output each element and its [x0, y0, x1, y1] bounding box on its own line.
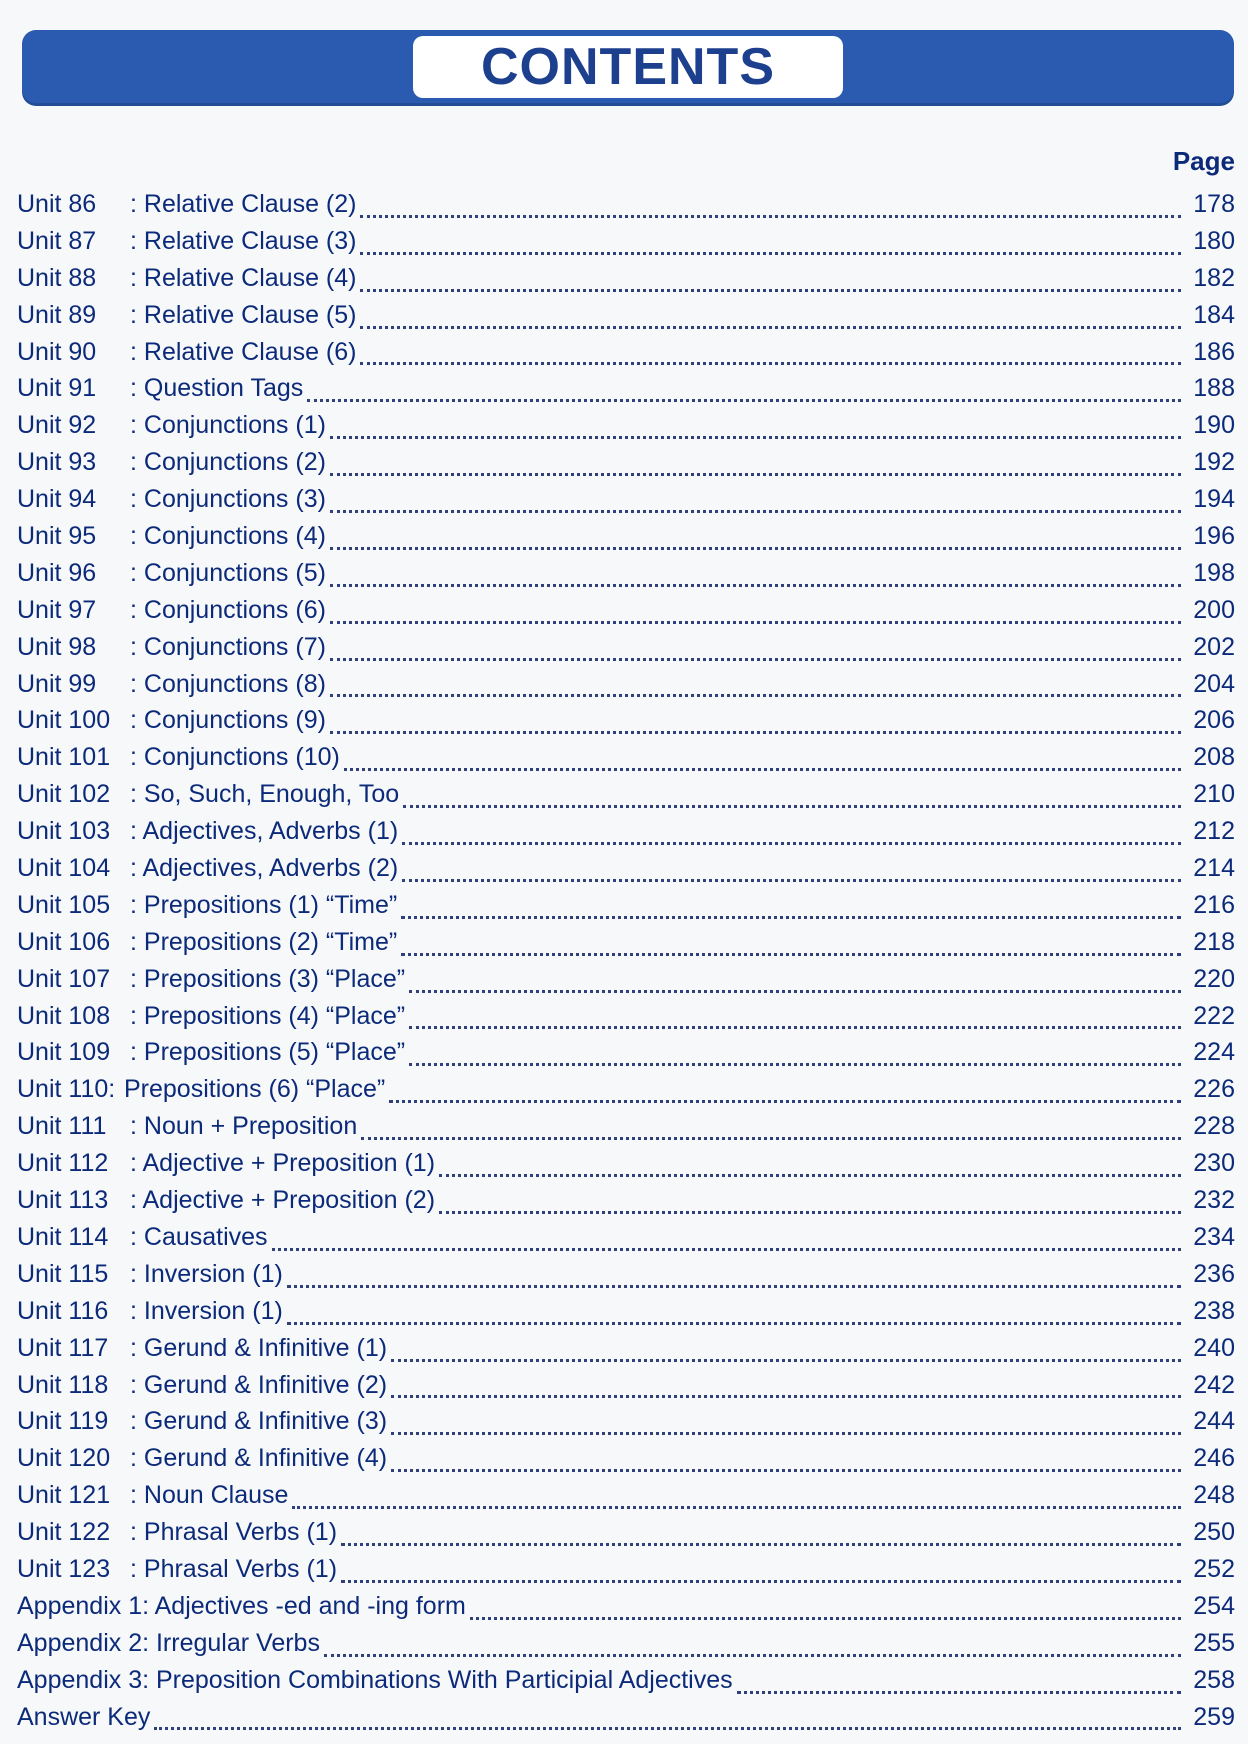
- toc-entry: [17, 1112, 1235, 1149]
- dot-leader: [402, 879, 1181, 882]
- toc-page-number: 246: [1193, 1444, 1235, 1473]
- toc-page-number: 240: [1193, 1333, 1235, 1362]
- toc-entry-title: : Relative Clause (2): [130, 190, 357, 218]
- toc-page-number: 202: [1193, 632, 1235, 661]
- toc-entry-title: : Prepositions (1) “Time”: [130, 890, 398, 919]
- dot-leader: [360, 362, 1181, 365]
- toc-unit-label: Unit 122: [17, 1518, 111, 1547]
- page-column-header: Page: [1172, 146, 1235, 176]
- toc-entry: [17, 522, 1235, 559]
- toc-unit-label: Unit 113: [17, 1186, 109, 1215]
- toc-entry: [17, 1481, 1235, 1518]
- toc-page-number: 224: [1193, 1038, 1235, 1067]
- toc-entry: [17, 1592, 1235, 1629]
- toc-page-number: 192: [1193, 448, 1235, 477]
- dot-leader: [330, 658, 1181, 661]
- toc-entry-title: Answer Key: [17, 1702, 151, 1731]
- toc-entry-title: : Prepositions (4) “Place”: [130, 1001, 406, 1030]
- dot-leader: [330, 584, 1181, 587]
- dot-leader: [402, 842, 1181, 845]
- toc-unit-label: Unit 88: [17, 263, 97, 292]
- toc-entry: [17, 1371, 1235, 1408]
- toc-page-number: 232: [1193, 1186, 1235, 1215]
- toc-entry-title: : Adjectives, Adverbs (1): [130, 817, 399, 846]
- toc-unit-label: Unit 110:: [17, 1075, 116, 1104]
- toc-page-number: 230: [1193, 1149, 1235, 1178]
- toc-unit-label: Unit 115: [17, 1259, 109, 1288]
- toc-entry-title: : Conjunctions (1): [130, 411, 326, 440]
- toc-entry: [17, 854, 1235, 891]
- toc-unit-label: Unit 120: [17, 1444, 111, 1473]
- toc-entry: [17, 1407, 1235, 1444]
- toc-entry: [17, 706, 1235, 743]
- toc-entry-title: : Gerund & Infinitive (2): [130, 1370, 388, 1399]
- toc-page-number: 218: [1193, 927, 1235, 956]
- toc-entry: [17, 891, 1235, 928]
- toc-entry-title: : Phrasal Verbs (1): [130, 1554, 338, 1583]
- dot-leader: [287, 1322, 1181, 1325]
- toc-entry: [17, 1297, 1235, 1334]
- dot-leader: [391, 1469, 1181, 1472]
- toc-page-number: 222: [1193, 1001, 1235, 1030]
- toc-page-number: 255: [1193, 1628, 1235, 1657]
- toc-entry: [17, 1444, 1235, 1481]
- dot-leader: [341, 1580, 1181, 1583]
- dot-leader: [292, 1506, 1181, 1509]
- toc-entry: [17, 1334, 1235, 1371]
- toc-page-number: 216: [1193, 890, 1235, 919]
- dot-leader: [330, 473, 1181, 476]
- toc-page-number: 200: [1193, 595, 1235, 624]
- dot-leader: [330, 510, 1181, 513]
- toc-entry: [17, 670, 1235, 707]
- toc-entry-title: : Relative Clause (5): [130, 300, 357, 329]
- dot-leader: [409, 1026, 1181, 1029]
- toc-page-number: 226: [1193, 1075, 1235, 1104]
- dot-leader: [330, 547, 1181, 550]
- toc-page-number: 208: [1193, 743, 1235, 772]
- toc-page-number: 236: [1193, 1259, 1235, 1288]
- toc-entry-title: : Inversion (1): [130, 1296, 283, 1325]
- dot-leader: [391, 1432, 1181, 1435]
- dot-leader: [360, 215, 1181, 218]
- toc-page-number: 198: [1193, 558, 1235, 587]
- toc-unit-label: Unit 87: [17, 226, 97, 255]
- toc-page-number: 206: [1193, 706, 1235, 735]
- toc-entry: [17, 1149, 1235, 1186]
- toc-unit-label: Unit 118: [17, 1370, 109, 1399]
- toc-entry: [17, 448, 1235, 485]
- dot-leader: [154, 1727, 1181, 1730]
- dot-leader: [330, 731, 1181, 734]
- toc-entry: [17, 1002, 1235, 1039]
- toc-entry-title: : Gerund & Infinitive (3): [130, 1407, 388, 1436]
- toc-entry-title: : Causatives: [130, 1222, 268, 1251]
- toc-entry-title: : Gerund & Infinitive (1): [130, 1333, 388, 1362]
- toc-entry: [17, 1666, 1235, 1703]
- dot-leader: [361, 1137, 1181, 1140]
- toc-unit-label: Unit 114: [17, 1222, 109, 1251]
- dot-leader: [737, 1691, 1181, 1694]
- toc-entry: [17, 817, 1235, 854]
- dot-leader: [341, 1543, 1181, 1546]
- toc-entry: [17, 1075, 1235, 1112]
- toc-unit-label: Unit 97: [17, 595, 97, 624]
- toc-entry-title: : Noun + Preposition: [130, 1112, 358, 1141]
- toc-page-number: 228: [1193, 1112, 1235, 1141]
- dot-leader: [360, 326, 1181, 329]
- toc-entry-title: : Conjunctions (10): [130, 743, 340, 772]
- toc-unit-label: Unit 123: [17, 1554, 111, 1583]
- toc-page-number: 214: [1193, 854, 1235, 883]
- dot-leader: [389, 1100, 1181, 1103]
- dot-leader: [272, 1248, 1181, 1251]
- dot-leader: [401, 953, 1181, 956]
- toc-unit-label: Unit 117: [17, 1333, 109, 1362]
- toc-unit-label: Unit 102: [17, 780, 111, 809]
- toc-entry: [17, 411, 1235, 448]
- toc-unit-label: Unit 111: [17, 1112, 107, 1141]
- toc-page-number: 244: [1193, 1407, 1235, 1436]
- toc-entry: [17, 559, 1235, 596]
- toc-entry: [17, 485, 1235, 522]
- toc-unit-label: Unit 98: [17, 632, 97, 661]
- dot-leader: [439, 1174, 1181, 1177]
- toc-entry: [17, 1260, 1235, 1297]
- dot-leader: [344, 768, 1181, 771]
- toc-unit-label: Unit 95: [17, 522, 97, 551]
- toc-entry-title: : Inversion (1): [130, 1259, 283, 1288]
- toc-unit-label: Unit 99: [17, 669, 97, 698]
- toc-page-number: 248: [1193, 1481, 1235, 1510]
- toc-entry-title: Prepositions (6) “Place”: [124, 1075, 386, 1104]
- toc-unit-label: Unit 90: [17, 337, 97, 366]
- toc-entry: [17, 227, 1235, 264]
- dot-leader: [409, 1063, 1181, 1066]
- toc-unit-label: Unit 86: [17, 190, 97, 218]
- toc-entry-title: : Adjective + Preposition (2): [130, 1186, 436, 1215]
- toc-entry: [17, 1703, 1235, 1740]
- dot-leader: [330, 694, 1181, 697]
- toc-entry-title: : Gerund & Infinitive (4): [130, 1444, 388, 1473]
- toc-page-number: 234: [1193, 1222, 1235, 1251]
- toc-unit-label: Unit 92: [17, 411, 97, 440]
- dot-leader: [307, 399, 1181, 402]
- toc-entry: [17, 743, 1235, 780]
- dot-leader: [439, 1211, 1181, 1214]
- toc-unit-label: Unit 94: [17, 485, 97, 514]
- toc-page-number: 242: [1193, 1370, 1235, 1399]
- toc-unit-label: Unit 100: [17, 706, 111, 735]
- dot-leader: [391, 1395, 1181, 1398]
- toc-entry-title: : Relative Clause (6): [130, 337, 357, 366]
- toc-unit-label: Unit 104: [17, 854, 111, 883]
- table-of-contents: [17, 190, 1235, 1739]
- toc-page-number: 212: [1193, 817, 1235, 846]
- toc-page-number: 254: [1193, 1591, 1235, 1620]
- toc-page-number: 252: [1193, 1554, 1235, 1583]
- toc-entry-title: : Phrasal Verbs (1): [130, 1518, 338, 1547]
- toc-unit-label: Unit 108: [17, 1001, 111, 1030]
- toc-entry: [17, 338, 1235, 375]
- toc-page-number: 178: [1193, 190, 1235, 218]
- toc-entry-title: : So, Such, Enough, Too: [130, 780, 400, 809]
- toc-entry: [17, 1629, 1235, 1666]
- toc-entry: [17, 374, 1235, 411]
- toc-entry-title: Appendix 2: Irregular Verbs: [17, 1628, 320, 1657]
- dot-leader: [330, 621, 1181, 624]
- toc-entry: [17, 965, 1235, 1002]
- toc-entry-title: : Relative Clause (4): [130, 263, 357, 292]
- toc-entry-title: Appendix 1: Adjectives -ed and -ing form: [17, 1591, 466, 1620]
- toc-entry-title: : Conjunctions (7): [130, 632, 326, 661]
- toc-entry: [17, 928, 1235, 965]
- toc-unit-label: Unit 107: [17, 964, 111, 993]
- toc-unit-label: Unit 112: [17, 1149, 109, 1178]
- toc-entry-title: : Adjectives, Adverbs (2): [130, 854, 399, 883]
- toc-entry: [17, 1518, 1235, 1555]
- dot-leader: [409, 990, 1181, 993]
- toc-entry-title: : Relative Clause (3): [130, 226, 357, 255]
- dot-leader: [324, 1654, 1181, 1657]
- toc-unit-label: Unit 93: [17, 448, 97, 477]
- dot-leader: [470, 1617, 1181, 1620]
- toc-entry: [17, 780, 1235, 817]
- toc-unit-label: Unit 105: [17, 890, 111, 919]
- dot-leader: [287, 1285, 1181, 1288]
- toc-entry-title: Appendix 3: Preposition Combinations With Participial Adjectives: [17, 1665, 733, 1694]
- dot-leader: [360, 289, 1181, 292]
- toc-unit-label: Unit 109: [17, 1038, 111, 1067]
- dot-leader: [403, 805, 1181, 808]
- toc-page-number: 194: [1193, 485, 1235, 514]
- toc-entry-title: : Conjunctions (2): [130, 448, 326, 477]
- toc-entry-title: : Noun Clause: [130, 1481, 289, 1510]
- toc-entry: [17, 596, 1235, 633]
- toc-unit-label: Unit 106: [17, 927, 111, 956]
- toc-unit-label: Unit 96: [17, 558, 97, 587]
- toc-page-number: 184: [1193, 300, 1235, 329]
- toc-entry-title: : Conjunctions (3): [130, 485, 326, 514]
- toc-page-number: 180: [1193, 226, 1235, 255]
- toc-entry: [17, 190, 1235, 227]
- toc-entry: [17, 1223, 1235, 1260]
- toc-entry-title: : Prepositions (3) “Place”: [130, 964, 406, 993]
- toc-page-number: 186: [1193, 337, 1235, 366]
- toc-page-number: 188: [1193, 374, 1235, 403]
- toc-entry-title: : Prepositions (2) “Time”: [130, 927, 398, 956]
- toc-entry: [17, 301, 1235, 338]
- toc-page-number: 210: [1193, 780, 1235, 809]
- toc-entry: [17, 1555, 1235, 1592]
- toc-entry-title: : Conjunctions (8): [130, 669, 326, 698]
- toc-entry-title: : Question Tags: [130, 374, 304, 403]
- toc-entry: [17, 1186, 1235, 1223]
- toc-entry-title: : Prepositions (5) “Place”: [130, 1038, 406, 1067]
- toc-entry-title: : Conjunctions (5): [130, 558, 326, 587]
- dot-leader: [360, 252, 1181, 255]
- page-title: CONTENTS: [413, 36, 843, 98]
- toc-page-number: 182: [1193, 263, 1235, 292]
- toc-entry-title: : Conjunctions (9): [130, 706, 326, 735]
- toc-unit-label: Unit 121: [17, 1481, 111, 1510]
- toc-unit-label: Unit 101: [17, 743, 111, 772]
- dot-leader: [401, 916, 1181, 919]
- toc-page-number: 250: [1193, 1518, 1235, 1547]
- toc-entry: [17, 633, 1235, 670]
- toc-page-number: 258: [1193, 1665, 1235, 1694]
- toc-entry-title: : Conjunctions (4): [130, 522, 326, 551]
- toc-unit-label: Unit 119: [17, 1407, 109, 1436]
- toc-unit-label: Unit 91: [17, 374, 97, 403]
- toc-page-number: 220: [1193, 964, 1235, 993]
- toc-unit-label: Unit 103: [17, 817, 111, 846]
- toc-page-number: 196: [1193, 522, 1235, 551]
- toc-unit-label: Unit 89: [17, 300, 97, 329]
- dot-leader: [330, 436, 1181, 439]
- toc-page-number: 259: [1193, 1702, 1235, 1731]
- toc-entry: [17, 1038, 1235, 1075]
- toc-entry-title: : Adjective + Preposition (1): [130, 1149, 436, 1178]
- toc-page-number: 204: [1193, 669, 1235, 698]
- dot-leader: [391, 1359, 1181, 1362]
- toc-page-number: 238: [1193, 1296, 1235, 1325]
- toc-entry: [17, 264, 1235, 301]
- toc-page-number: 190: [1193, 411, 1235, 440]
- toc-unit-label: Unit 116: [17, 1296, 109, 1325]
- toc-entry-title: : Conjunctions (6): [130, 595, 326, 624]
